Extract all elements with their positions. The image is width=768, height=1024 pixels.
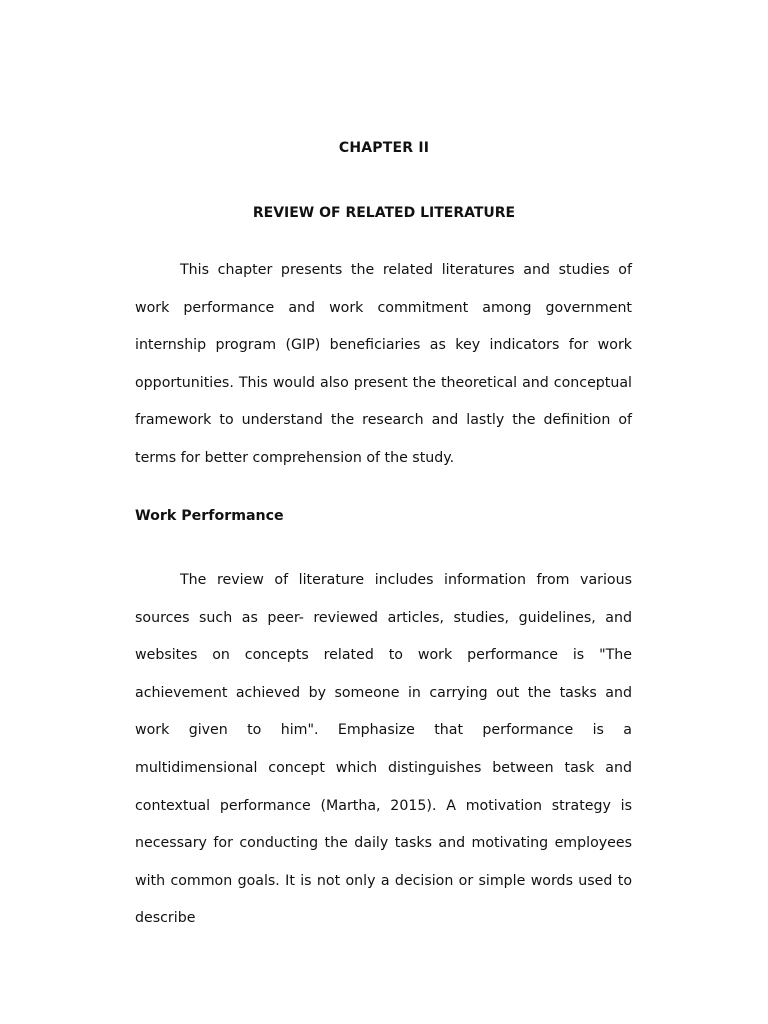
body-paragraph: The review of literature includes information from various sources such as peer- reviewed articles, studies, guidelines, and websites on concepts related to work performance is "The achievement achieved by someone in carrying out the tasks and work given to him". Emphasize that performance is a multidimensional concept which distinguishes between task and contextual performance (Martha, 2015). A motivation strategy is necessary for conducting the daily tasks and motivating employees with common goals. It is not only a decision or simple words used to describe	[135, 572, 632, 927]
section-subheading: Work Performance	[135, 508, 284, 524]
intro-paragraph: This chapter presents the related literatures and studies of work performance and work commitment among government internship program (GIP) beneficiaries as key indicators for work opportunities. This would also present the theoretical and conceptual framework to understand the research and lastly the definition of terms for better comprehension of the study.	[135, 262, 632, 466]
chapter-title: REVIEW OF RELATED LITERATURE	[252, 205, 516, 221]
chapter-label: CHAPTER II	[338, 140, 430, 156]
